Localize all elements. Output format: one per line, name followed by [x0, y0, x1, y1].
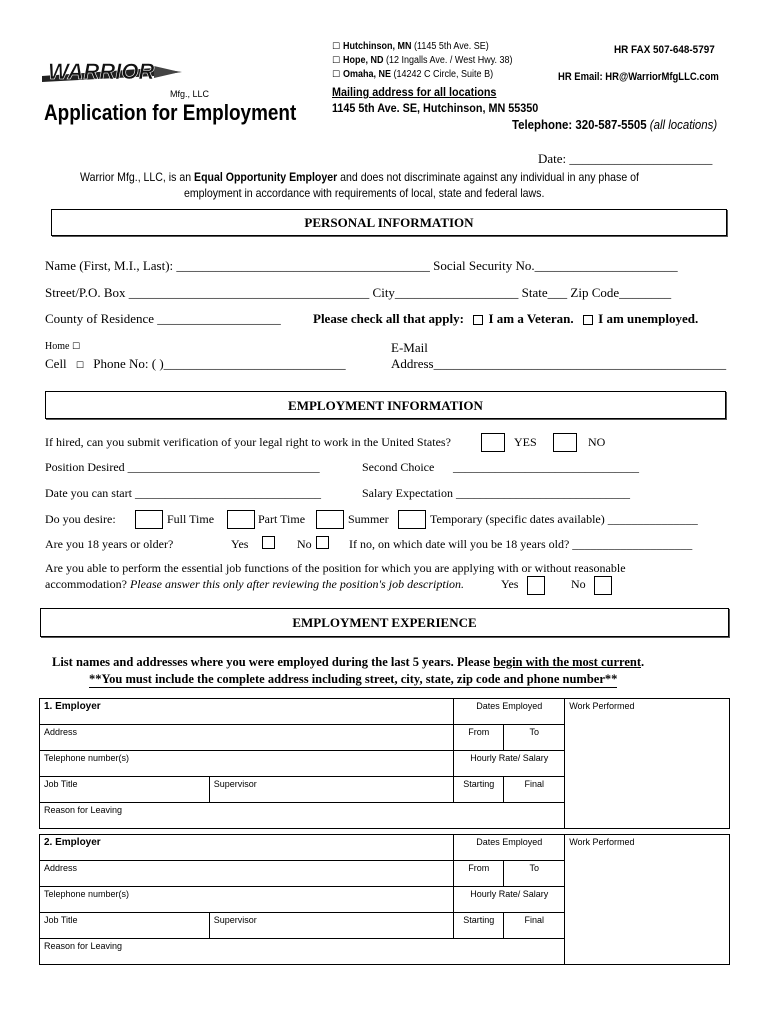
location-item: ☐ Omaha, NE (14242 C Circle, Suite B): [332, 69, 493, 80]
eoe-statement: Warrior Mfg., LLC, is an Equal Opportunity Employer and does not discriminate against any individual in any phase of: [80, 170, 639, 184]
locations-list: [332, 40, 531, 82]
supervisor-field[interactable]: Supervisor: [209, 913, 454, 939]
phone-field[interactable]: Phone No: ( )____________________________: [93, 356, 346, 371]
full-time-label: Full Time: [167, 512, 215, 526]
mailing-label: Mailing address for all locations: [332, 85, 497, 99]
essential-no-checkbox[interactable]: [594, 576, 612, 595]
employment-info-heading: EMPLOYMENT INFORMATION: [45, 391, 726, 419]
essential-no-label: No: [571, 577, 586, 591]
age-no-checkbox[interactable]: [316, 536, 329, 549]
essential-yes-checkbox[interactable]: [527, 576, 545, 595]
logo-text: WARRIOR: [48, 59, 155, 84]
cell-checkbox[interactable]: ☐: [75, 361, 84, 371]
summer-label: Summer: [348, 512, 389, 526]
dates-employed-label: Dates Employed: [454, 835, 565, 861]
work-performed-field[interactable]: Work Performed: [565, 835, 730, 965]
reason-for-leaving-field[interactable]: Reason for Leaving: [40, 939, 565, 965]
to-field[interactable]: To: [504, 725, 565, 751]
street-field[interactable]: Street/P.O. Box _____________________________________ City___________________ State___ Zip Code________: [45, 285, 672, 300]
company-sub: Mfg., LLC: [170, 89, 210, 99]
county-field[interactable]: County of Residence ___________________: [45, 311, 281, 326]
email-label: E-Mail: [391, 340, 428, 355]
employer-2-table: [39, 834, 730, 965]
start-date-field[interactable]: Date you can start _______________________________: [45, 486, 321, 500]
telephone-field[interactable]: Telephone number(s): [40, 887, 454, 913]
employer-1-table: [39, 698, 730, 829]
summer-checkbox[interactable]: [316, 510, 344, 529]
from-field[interactable]: From: [454, 861, 504, 887]
home-checkbox[interactable]: ☐: [71, 342, 81, 352]
verify-yes-label: YES: [514, 435, 537, 449]
to-field[interactable]: To: [504, 861, 565, 887]
hourly-rate-label: Hourly Rate/ Salary: [454, 751, 565, 777]
final-rate-field[interactable]: Final: [504, 777, 565, 803]
unemployed-checkbox[interactable]: [583, 315, 593, 325]
location-item: ☐ Hutchinson, MN (1145 5th Ave. SE): [332, 41, 489, 52]
desire-label: Do you desire:: [45, 512, 116, 526]
part-time-label: Part Time: [258, 512, 306, 526]
second-choice-label: Second Choice: [362, 460, 435, 474]
email-field[interactable]: Address_____________________________________________: [391, 356, 727, 371]
verify-yes-checkbox[interactable]: [481, 433, 505, 452]
address-field[interactable]: Address: [40, 861, 454, 887]
temporary-checkbox[interactable]: [398, 510, 426, 529]
eoe-statement-line2: employment in accordance with requirements of local, state and federal laws.: [184, 186, 545, 200]
second-choice-field[interactable]: _______________________________: [453, 460, 639, 474]
temporary-field[interactable]: Temporary (specific dates available) _______________: [430, 512, 698, 526]
job-title-field[interactable]: Job Title: [40, 777, 210, 803]
essential-yes-label: Yes: [501, 577, 519, 591]
telephone-field[interactable]: Telephone number(s): [40, 751, 454, 777]
employer-field[interactable]: 1. Employer: [40, 699, 454, 725]
personal-info-heading: PERSONAL INFORMATION: [51, 209, 727, 236]
experience-instruction-2: **You must include the complete address including street, city, state, zip code and phone number**: [89, 672, 618, 686]
verify-no-label: NO: [588, 435, 606, 449]
veteran-checkbox[interactable]: [473, 315, 483, 325]
warrior-logo-icon: [34, 52, 184, 88]
work-verification-question: If hired, can you submit verification of your legal right to work in the United States?: [45, 435, 451, 449]
checkbox-icon: ☐: [332, 70, 341, 80]
employment-experience-heading: EMPLOYMENT EXPERIENCE: [40, 608, 729, 637]
supervisor-field[interactable]: Supervisor: [209, 777, 454, 803]
status-checks: [313, 311, 698, 327]
location-item: ☐ Hope, ND (12 Ingalls Ave. / West Hwy. 38): [332, 55, 513, 66]
telephone: Telephone: 320-587-5505 (all locations): [512, 117, 718, 132]
employer-field[interactable]: 2. Employer: [40, 835, 454, 861]
mailing-address: 1145 5th Ave. SE, Hutchinson, MN 55350: [332, 101, 539, 115]
age-yes-label: Yes: [231, 537, 249, 551]
starting-rate-field[interactable]: Starting: [454, 913, 504, 939]
page-title: Application for Employment: [44, 100, 297, 125]
dates-employed-label: Dates Employed: [454, 699, 565, 725]
work-performed-field[interactable]: Work Performed: [565, 699, 730, 829]
age-followup-field[interactable]: If no, on which date will you be 18 years old? ____________________: [349, 537, 693, 551]
company-logo: [34, 52, 184, 88]
full-time-checkbox[interactable]: [135, 510, 163, 529]
age-no-label: No: [297, 537, 312, 551]
essential-functions-question: Are you able to perform the essential job functions of the position for which you are applying with or without reasonable: [45, 561, 626, 575]
part-time-checkbox[interactable]: [227, 510, 255, 529]
address-field[interactable]: Address: [40, 725, 454, 751]
hr-fax: HR FAX 507-648-5797: [614, 44, 715, 56]
date-field[interactable]: Date: ______________________: [538, 151, 713, 166]
checkbox-icon: ☐: [332, 56, 341, 66]
salary-field[interactable]: Salary Expectation _____________________________: [362, 486, 630, 500]
job-title-field[interactable]: Job Title: [40, 913, 210, 939]
cell-phone-option: Cell ☐ Phone No: ( )____________________________: [45, 356, 346, 371]
age-yes-checkbox[interactable]: [262, 536, 275, 549]
home-phone-option: Home ☐: [45, 341, 81, 352]
name-field[interactable]: Name (First, M.I., Last): _______________________________________ Social Security No.______________________: [45, 258, 678, 273]
checkbox-icon: ☐: [332, 42, 341, 52]
age-question: Are you 18 years or older?: [45, 537, 174, 551]
verify-no-checkbox[interactable]: [553, 433, 577, 452]
hr-email: HR Email: HR@WarriorMfgLLC.com: [558, 71, 719, 83]
hourly-rate-label: Hourly Rate/ Salary: [454, 887, 565, 913]
essential-functions-question-line2: accommodation? Please answer this only after reviewing the position's job description.: [45, 577, 465, 591]
from-field[interactable]: From: [454, 725, 504, 751]
final-rate-field[interactable]: Final: [504, 913, 565, 939]
check-label: Please check all that apply:: [313, 311, 464, 326]
starting-rate-field[interactable]: Starting: [454, 777, 504, 803]
position-field[interactable]: Position Desired ________________________________: [45, 460, 320, 474]
unemployed-label: I am unemployed.: [598, 311, 699, 326]
experience-instruction: List names and addresses where you were employed during the last 5 years. Please begin with the most current.: [52, 655, 645, 669]
veteran-label: I am a Veteran.: [488, 311, 574, 326]
reason-for-leaving-field[interactable]: Reason for Leaving: [40, 803, 565, 829]
essential-note: Please answer this only after reviewing the position's job description.: [129, 577, 465, 591]
